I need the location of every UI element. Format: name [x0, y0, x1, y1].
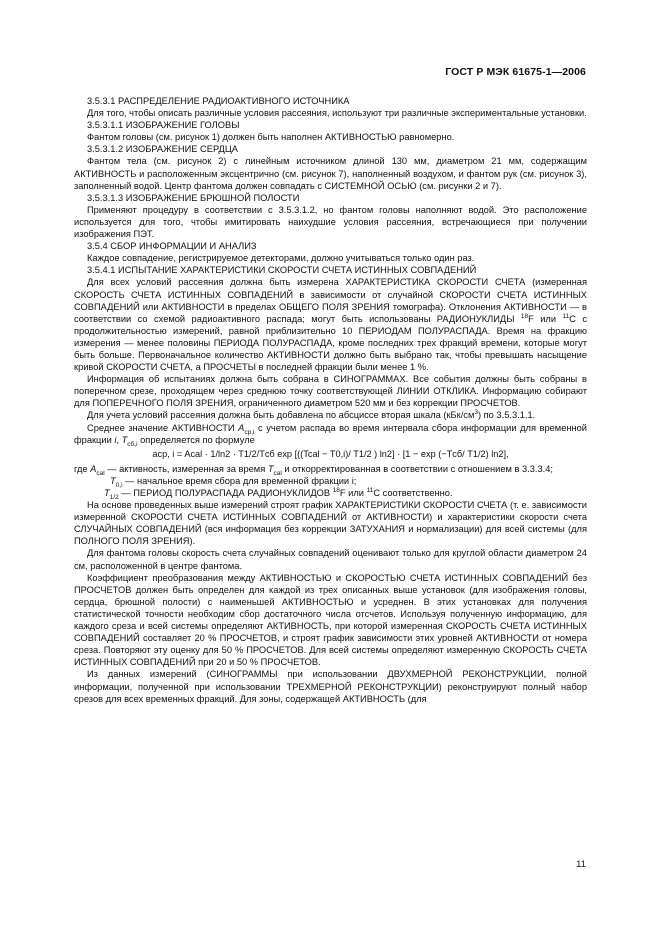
text-run: — ПЕРИОД ПОЛУРАСПАДА РАДИОНУКЛИДОВ	[118, 488, 333, 498]
paragraph: Для фантома головы скорость счета случайных совпадений оценивают только для круглой области диаметром 24 см, расположенной в центре фантома.	[74, 548, 587, 571]
paragraph: Каждое совпадение, регистрируемое детекторами, должно учитываться только один раз.	[87, 253, 475, 264]
text-run: C соответственно.	[373, 488, 453, 498]
symbol: A	[238, 422, 245, 433]
subscript: cal	[273, 469, 282, 477]
document-header-code: ГОСТ Р МЭК 61675-1—2006	[445, 66, 586, 78]
isotope-mass: 18	[332, 486, 340, 494]
paragraph: На основе проведенных выше измерений строят график ХАРАКТЕРИСТИКИ СКОРОСТИ СЧЕТА (т. е. зависимости измеренной СКОРОСТИ СЧЕТА ИСТИННЫХ СОВПАДЕНИЙ от АКТИВНОСТИ) и характеристики скорости счета СЛУЧАЙНЫХ СОВПАДЕНИЙ (вся информация без коррекции ЗАТУХАНИЯ и нормализации) для всей системы (для ПОЛНОГО ПОЛЯ ЗРЕНИЯ).	[74, 500, 587, 547]
paragraph: Информация об испытаниях должна быть собрана в СИНОГРАММАХ. Все события должны быть собраны в поперечном срезе, проходящем через среднюю точку соответствующей ЛИНИИ ОТКЛИКА. Информацию собирают для ПОПЕРЕЧНОГО ПОЛЯ ЗРЕНИЯ, ограниченного диаметром 520 мм и без коррекции ПРОСЧЕТОВ.	[74, 374, 587, 409]
subscript: 1/2	[109, 493, 119, 501]
subscript: cp,i	[244, 428, 255, 436]
subscript: сб,i	[127, 440, 138, 448]
section-heading-35312: 3.5.3.1.2 ИЗОБРАЖЕНИЕ СЕРДЦА	[87, 144, 238, 155]
isotope-mass: 18	[520, 312, 529, 320]
text-run: определяется по формуле	[137, 434, 255, 445]
symbol: T	[267, 463, 274, 474]
paragraph-count-rate	[74, 276, 587, 373]
paragraph: Для того, чтобы описать различные условия рассеяния, используют три различные экспериментальные установки.	[87, 108, 587, 119]
text-run: — начальное время сбора для временной фракции i;	[122, 475, 357, 486]
symbol: T	[110, 475, 116, 486]
isotope-mass: 11	[562, 312, 570, 320]
section-heading-354: 3.5.4 СБОР ИНФОРМАЦИИ И АНАЛИЗ	[87, 241, 257, 252]
document-body	[74, 95, 587, 705]
definition-t12	[104, 487, 587, 499]
paragraph-scale	[74, 409, 587, 421]
paragraph: Коэффициент преобразования между АКТИВНОСТЬЮ и СКОРОСТЬЮ СЧЕТА ИСТИННЫХ СОВПАДЕНИЙ без ПРОСЧЕТОВ должен быть определен для каждой из трех описанных выше установок (для изображения головы, сердца, брюшной полости) с наименьшей АКТИВНОСТЬЮ и усреднен. В этих установках для получения статистической точности необходим сбор достаточного числа отсчетов. Используя полученную информацию, для каждого среза и всей системы определяют АКТИВНОСТЬ, при которой измеренная СКОРОСТЬ СЧЕТА ИСТИННЫХ СОВПАДЕНИЙ составляет 20 % ПРОСЧЕТОВ, и строят график зависимости этих уровней АКТИВНОСТИ от номера среза. Повторяют эту оценку для 50 % ПРОСЧЕТОВ. Для всей системы определяют измеренную СКОРОСТЬ СЧЕТА ИСТИННЫХ СОВПАДЕНИЙ при 20 и 50 % ПРОСЧЕТОВ.	[74, 572, 587, 668]
section-heading-3541: 3.5.4.1 ИСПЫТАНИЕ ХАРАКТЕРИСТИКИ СКОРОСТИ СЧЕТА ИСТИННЫХ СОВПАДЕНИЙ	[87, 265, 477, 276]
page-number: 11	[576, 859, 586, 870]
text-run: F или	[528, 313, 563, 324]
section-heading-3531: 3.5.3.1 РАСПРЕДЕЛЕНИЕ РАДИОАКТИВНОГО ИСТОЧНИКА	[87, 96, 350, 106]
isotope-mass: 11	[366, 486, 374, 494]
paragraph: Применяют процедуру в соответствии с 3.5.3.1.2, но фантом головы наполняют водой. Это расположение используется для того, чтобы имитировать наихудшие условия рассеяния, встречающиеся при получении изображения ПЭТ.	[74, 204, 587, 240]
definition-t0	[110, 475, 587, 487]
section-heading-35313: 3.5.3.1.3 ИЗОБРАЖЕНИЕ БРЮШНОЙ ПОЛОСТИ	[87, 192, 300, 203]
text-run: Для всех условий рассеяния должна быть измерена ХАРАКТЕРИСТИКА СКОРОСТИ СЧЕТА (измеренная СКОРОСТЬ СЧЕТА ИСТИННЫХ СОВПАДЕНИЙ в зависимости от случайной СКОРОСТИ СЧЕТА ИСТИННЫХ СОВПАДЕНИЙ или АКТИВНОСТИ в пределах ОБЩЕГО ПОЛЯ ЗРЕНИЯ томографа). Отклонения АКТИВНОСТИ — в соответствии со схемой радиоактивного распада; могут быть использованы РАДИОНУКЛИДЫ	[74, 277, 587, 324]
symbol: i	[114, 434, 117, 445]
symbol: T	[121, 434, 128, 445]
symbol: T	[104, 488, 110, 498]
text-run: и откорректированная в соответствии с отношением в 3.3.3.4;	[281, 463, 554, 474]
text-run: ,	[116, 434, 122, 445]
text-run: F или	[339, 488, 367, 498]
text-run: Для учета условий рассеяния должна быть добавлена по абсциссе вторая шкала (кБк/см	[87, 410, 475, 421]
section-heading-35311: 3.5.3.1.1 ИЗОБРАЖЕНИЕ ГОЛОВЫ	[87, 120, 240, 131]
paragraph: Фантом головы (см. рисунок 1) должен быть наполнен АКТИВНОСТЬЮ равномерно.	[87, 132, 455, 143]
subscript: 0,i	[115, 481, 123, 489]
text-run: — активность, измеренная за время	[104, 463, 268, 474]
text-run: ) по 3.5.3.1.1.	[477, 410, 536, 421]
where-definition	[74, 463, 587, 475]
paragraph: Из данных измерений (СИНОГРАММЫ при использовании ДВУХМЕРНОЙ РЕКОНСТРУКЦИИ, полной информации, полученной при использовании ТРЕХМЕРНОЙ РЕКОНСТРУКЦИИ) реконструируют полный набор срезов для всех временных фракций. Для зоны, содержащей АКТИВНОСТЬ (для	[74, 669, 587, 704]
text-run: Среднее значение АКТИВНОСТИ	[87, 422, 239, 433]
text-run: где	[74, 463, 91, 474]
text-run: с учетом распада во время интервала сбора информации для временной фракции	[74, 422, 588, 445]
paragraph-mean-activity	[74, 422, 587, 446]
subscript: cal	[96, 469, 105, 477]
paragraph: Фантом тела (см. рисунок 2) с линейным источником длиной 130 мм, диаметром 21 мм, содержащим АКТИВНОСТЬ и расположенным эксцентрично (см. рисунок 7), наполненный воздухом, и фантом рук (см. рисунок 3), заполненный водой. Центр фантома должен совпадать с СИСТЕМНОЙ ОСЬЮ (см. рисунки 2 и 7).	[74, 156, 587, 191]
superscript: 3	[474, 409, 478, 417]
formula: aср, i = Acal · 1/ln2 · T1/2/Tсб exp [((Tcal − T0,i)/ T1/2 ) ln2] · [1 − exp (−Tсб/ T1/2) ln2],	[152, 448, 509, 459]
symbol: A	[90, 463, 97, 474]
text-run: C с продолжительностью измерений, равной приблизительно 10 ПЕРИОДАМ ПОЛУРАСПАДА. Время на фракцию измерения — менее половины ПЕРИОДА ПОЛУРАСПАДА, кроме последних трех фракций времени, которые могут быть больше. Первоначальное количество АКТИВНОСТИ должно быть выбрано так, чтобы превышать насыщение кривой СКОРОСТИ СЧЕТА, а ПРОСЧЕТЫ в последней фракции были менее 1 %.	[74, 313, 587, 373]
